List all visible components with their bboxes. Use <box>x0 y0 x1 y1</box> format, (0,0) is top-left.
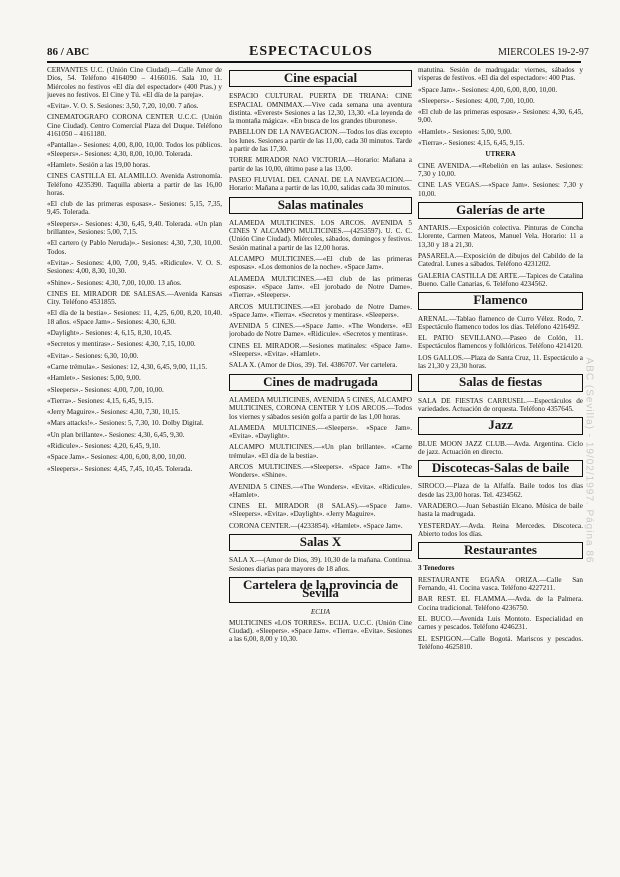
listing-entry: «Evita». V. O. S. Sesiones: 3,50, 7,20, 10,00. 7 años. <box>47 102 199 111</box>
listing-entry: PASARELA.—Exposición de dibujos del Cabildo de la Catedral. Lunes a sábados. Teléfono 4231202. <box>418 252 583 269</box>
box-heading-restaurantes: Restaurantes <box>418 542 583 559</box>
listing-entry: YESTERDAY.—Avda. Reina Mercedes. Discoteca. Abierto todos los días. <box>418 521 583 538</box>
listing-entry: «Evita».- Sesiones: 4,00, 7,00, 9,45. «Ridicule». V. O. S. Sesiones: 4,00, 8,30, 10,30. <box>47 258 222 276</box>
listing-entry: «Tierra».- Sesiones: 4,15, 6,45, 9,15. <box>47 396 154 405</box>
listing-entry: RESTAURANTE EGAÑA ORIZA.—Calle San Fernando, 41. Cocina vasca. Teléfono 4227211. <box>418 575 583 593</box>
listing-entry: «Sleepers».- Sesiones: 4,00, 7,00, 10,00. <box>418 96 535 105</box>
column-listings-center <box>229 66 412 856</box>
listing-entry: ARCOS MULTICINES.—«El jorobado de Notre Dame». «Space Jam». «Tierra». «Secretos y mentiras». «Sleepers». <box>229 302 412 319</box>
listing-entry: ARENAL.—Tablao flamenco de Curro Vélez. Rodo, 7. Espectáculo flamenco todos los días. Teléfono 4216492. <box>418 314 583 331</box>
intro-entries <box>418 66 583 147</box>
listing-entry: «El club de las primeras esposas».- Sesiones: 5,15, 7,35, 9,45. Tolerada. <box>47 200 222 217</box>
listing-entry: CORONA CENTER.—(4233854). «Hamlet». «Space Jam». <box>229 521 403 530</box>
listing-entry: ALAMEDA MULTICINES. LOS ARCOS. AVENIDA 5 CINES Y ALCAMPO MULTICINES.—(4253597). U. C. C. (Unión Cine Ciudad). Miércoles, sábados, domingos y festivos. Sesión matinal a partir de las 12,00 horas. <box>229 218 412 252</box>
listing-entry: «Hamlet». Sesión a las 19,00 horas. <box>47 160 151 169</box>
listing-entry: «Daylight».- Sesiones: 4, 6,15, 8,30, 10,45. <box>47 329 172 338</box>
listing-entry: «Pantalla».- Sesiones: 4,00, 8,00, 10,00. Todos los públicos. «Sleepers».- Sesiones: 4,30, 8,00, 10,00. Tolerada. <box>47 141 222 158</box>
listing-entry: ARCOS MULTICINES.—«Sleepers». «Space Jam». «The Wonders». «Shine». <box>229 462 412 480</box>
listing-entry: MULTICINES «LOS TORRES». ECIJA. U.C.C. (Unión Cine Ciudad). «Sleepers». «Space Jam». «Tierra». «Evita». Sesiones a las 6,00, 8,00 y 10,30. <box>229 618 412 644</box>
listing-entry: ANTARIS.—Exposición colectiva. Pinturas de Concha Llorente, Carmen Mateos, Manuel Vela. Horario: 11 a 13,30 y 18 a 21,30. <box>418 224 583 249</box>
flamenco-entries <box>418 315 583 371</box>
box-heading-discotecas: Discotecas-Salas de baile <box>418 460 583 477</box>
listing-entry: CINES CASTILLA EL ALAMILLO. Avenida Astronomía. Teléfono 4235390. Taquilla abierta a partir de las 16,00 horas. <box>47 172 222 197</box>
listing-entry: LOS GALLOS.—Plaza de Santa Cruz, 11. Espectáculo a las 21,30 y 23,30 horas. <box>418 353 583 371</box>
listing-entry: ALCAMPO MULTICINES.—«Un plan brillante». «Carne trémula». «El día de la bestia». <box>229 443 412 460</box>
listing-entry: «Tierra».- Sesiones: 4,15, 6,45, 9,15. <box>418 139 525 148</box>
listing-entry: ALAMEDA MULTICINES.—«El club de las primeras esposas». «Space Jam». «El jorobado de Notre Dame». «Tierra». «Sleepers». <box>229 274 412 300</box>
listing-entry: GALERIA CASTILLA DE ARTE.—Tapices de Catalina Bueno. Calle Canarias, 6. Teléfono 4234562. <box>418 271 583 288</box>
salas-fiestas-entries <box>418 397 583 414</box>
listing-entry: «Secretos y mentiras».- Sesiones: 4,30, 7,15, 10,00. <box>47 340 196 349</box>
box-heading-cartelera-provincia: Cartelera de la provincia de Sevilla <box>229 577 412 603</box>
galerias-entries <box>418 224 583 288</box>
salas-matinales-entries <box>229 219 412 370</box>
listing-entry: «El día de la bestia».- Sesiones: 11, 4,25, 6,00, 8,20, 10,40. 18 años. «Space Jam».- Sesiones: 4,30, 6,30. <box>47 309 222 326</box>
listing-entry: CINE AVENIDA.—«Rebelión en las aulas». Sesiones: 7,30 y 10,00. <box>418 161 583 178</box>
utrera-heading: UTRERA <box>485 150 516 159</box>
listing-entry: ALCAMPO MULTICINES.—«El club de las primeras esposas». «Los demonios de la noche». «Space Jam». <box>229 255 412 272</box>
listing-entry: ALAMEDA MULTICINES.—«Sleepers». «Space Jam». «Evita». «Daylight». <box>229 423 412 441</box>
listing-entry: CINES EL MIRADOR (8 SALAS).—«Space Jam». «Sleepers». «Evita». «Daylight». «Jerry Maguire». <box>229 502 412 519</box>
header-rule <box>47 61 581 63</box>
listing-entry: EL ESPIGON.—Calle Bogotá. Mariscos y pescados. Teléfono 4625810. <box>418 634 583 651</box>
column-listings-left <box>47 66 222 856</box>
listing-entry: «Sleepers».- Sesiones: 4,45, 7,45, 10,45. Tolerada. <box>47 464 193 473</box>
watermark-text: ABC (Sevilla) - 19/02/1997. Página 86 <box>583 357 595 563</box>
listing-entry: «Space Jam».- Sesiones: 4,00, 6,00, 8,00, 10,00. <box>47 453 187 462</box>
listing-entry: CERVANTES U.C. (Unión Cine Ciudad).—Calle Amor de Dios, 54. Teléfono 4164090 – 4166016. Sala 10, 11. Miércoles no festivos «El día del espectador» (400 Ptas.) y jueves no festivos. El Cine y Tú. «El día de la pareja». <box>47 66 222 99</box>
listing-entry: «Jerry Maguire».- Sesiones: 4,30, 7,30, 10,15. <box>47 408 180 417</box>
box-heading-galerias: Galerías de arte <box>418 202 583 219</box>
listing-entry: «Mars attacks!».- Sesiones: 5, 7,30, 10. Dolby Digital. <box>47 419 204 428</box>
listing-entry: «Evita».- Sesiones: 6,30, 10,00. <box>47 351 139 360</box>
listing-entry: «El cartero (y Pablo Neruda)».- Sesiones: 4,30, 7,30, 10,00. Todos. <box>47 239 222 256</box>
listing-entry: «Sleepers».- Sesiones: 4,00, 7,00, 10,00. <box>47 385 164 394</box>
box-heading-salas-x: Salas X <box>229 534 412 551</box>
page-header <box>0 0 620 58</box>
discotecas-entries <box>418 482 583 538</box>
listing-entry: CINE LAS VEGAS.—«Space Jam». Sesiones: 7,30 y 10,00. <box>418 181 583 198</box>
listing-entry: BAR REST. EL FLAMMA.—Avda. de la Palmera. Cocina tradicional. Teléfono 4236750. <box>418 595 583 612</box>
box-heading-cines-madrugada: Cines de madrugada <box>229 374 412 391</box>
column-listings-right <box>418 66 583 856</box>
box-heading-jazz: Jazz <box>418 417 583 434</box>
listing-entry: SALA X. (Amor de Dios, 39). Tel. 4386707. Ver cartelera. <box>229 361 398 370</box>
utrera-entries <box>418 162 583 198</box>
archive-watermark <box>574 80 604 840</box>
listing-entry: SALA X.—(Amor de Dios, 39). 10,30 de la mañana. Continua. Sesiones diarias para mayores de 18 años. <box>229 556 412 573</box>
salas-x-entries <box>229 556 412 573</box>
listing-entry: ALAMEDA MULTICINES, AVENIDA 5 CINES, ALCAMPO MULTICINES, CORONA CENTER Y LOS ARCOS.—Todos los viernes y sábados sesión golfa a partir de las 1,00 horas. <box>229 395 412 421</box>
cines-madrugada-entries <box>229 396 412 530</box>
listing-entry: «Ridicule».- Sesiones: 4,20, 6,45, 9,10. <box>47 441 161 450</box>
listing-entry: EL BUCO.—Avenida Luis Montoto. Especialidad en carnes y pescados. Teléfono 4246231. <box>418 614 583 632</box>
box-heading-flamenco: Flamenco <box>418 292 583 309</box>
listing-entry: «Space Jam».- Sesiones: 4,00, 6,00, 8,00, 10,00. <box>418 85 558 94</box>
listing-entry: ESPACIO CULTURAL PUERTA DE TRIANA: CINE ESPACIAL OMNIMAX.—Vive cada semana una aventura distinta. «Everest» Sesiones a las 12,30, 13,30. «La leyenda de la montaña mágica». «En busca de los grandes tiburones». <box>229 92 412 126</box>
provincia-entries <box>229 619 412 644</box>
listing-entry: VARADERO.—Juan Sebastián Elcano. Música de baile hasta la madrugada. <box>418 501 583 519</box>
page-number: 86 / ABC <box>47 46 90 58</box>
listing-entry: CINES EL MIRADOR DE SALESAS.—Avenida Kansas City. Teléfono 4531855. <box>47 289 222 307</box>
cine-espacial-entries <box>229 92 412 192</box>
listing-entry: CINEMATOGRAFO CORONA CENTER U.C.C. (Unión Cine Ciudad). Centro Comercial Plaza del Duque. Teléfono 4161050 – 4161180. <box>47 113 222 139</box>
listing-entry: «Hamlet».- Sesiones: 5,00, 9,00. <box>47 374 141 383</box>
box-heading-cine-espacial: Cine espacial <box>229 70 412 87</box>
jazz-entries <box>418 440 583 457</box>
listing-entry: «Carne trémula».- Sesiones: 12, 4,30, 6,45, 9,00, 11,15. <box>47 362 208 371</box>
provincia-town-label: ECIJA <box>310 607 331 616</box>
listing-entry: PASEO FLUVIAL DEL CANAL DE LA NAVEGACION.—Horario: Mañana a partir de las 10,00, salidas cada 30 minutos. <box>229 175 412 193</box>
listing-entry: CINES EL MIRADOR.—Sesiones matinales: «Space Jam». «Sleepers». «Evita». «Hamlet». <box>229 341 412 359</box>
listing-entry: SALA DE FIESTAS CARRUSEL.—Espectáculos de variedades. Actuación de orquesta. Teléfono 4357645. <box>418 396 583 413</box>
listing-entry: PABELLON DE LA NAVEGACION.—Todos los días excepto los lunes. Sesiones a partir de las 11,00, cada 30 minutos. Tarde a partir de las 17,30. <box>229 128 412 154</box>
box-heading-salas-fiestas: Salas de fiestas <box>418 374 583 391</box>
listing-entry: matutina. Sesión de madrugada: viernes, sábados y vísperas de festivos. «El día del espectador»: 400 Ptas. <box>418 66 583 83</box>
section-title: ESPECTACULOS <box>249 44 373 59</box>
box-heading-salas-matinales: Salas matinales <box>229 197 412 214</box>
listing-entry: EL PATIO SEVILLANO.—Paseo de Colón, 11. Espectáculos flamencos y folklóricos. Teléfono 4214120. <box>418 334 583 351</box>
listing-entry: «Sleepers».- Sesiones: 4,30, 6,45, 9,40. Tolerada. «Un plan brillante», Sesiones: 5,00, 7,15. <box>47 219 222 237</box>
listing-entry: AVENIDA 5 CINES.—«The Wonders». «Evita». «Ridicule». «Hamlet». <box>229 482 412 499</box>
listing-entry: SIROCO.—Plaza de la Alfalfa. Baile todos los días desde las 23,00 horas. Tel. 4234562. <box>418 482 583 499</box>
listing-entry: «El club de las primeras esposas».- Sesiones: 4,30, 6,45, 9,00. <box>418 108 583 125</box>
listing-entry: «Shine».- Sesiones: 4,30, 7,00, 10,00. 13 años. <box>47 278 182 287</box>
listing-entry: AVENIDA 5 CINES.—«Space Jam». «The Wonders». «El jorobado de Notre Dame». «Ridicule». «Secretos y mentiras». <box>229 322 412 339</box>
listing-entry: «Hamlet».- Sesiones: 5,00, 9,00. <box>418 127 512 136</box>
restaurantes-category: 3 Tenedores <box>418 564 455 573</box>
listing-entry: TORRE MIRADOR NAO VICTORIA.—Horario: Mañana a partir de las 10,00, último pase a las 13,00. <box>229 156 412 173</box>
publication-date: MIERCOLES 19-2-97 <box>498 47 589 58</box>
listing-entry: BLUE MOON JAZZ CLUB.—Avda. Argentina. Ciclo de jazz. Actuación en directo. <box>418 439 583 456</box>
listing-entry: «Un plan brillante».- Sesiones: 4,30, 6,45, 9,30. <box>47 430 185 439</box>
restaurantes-entries <box>418 576 583 651</box>
